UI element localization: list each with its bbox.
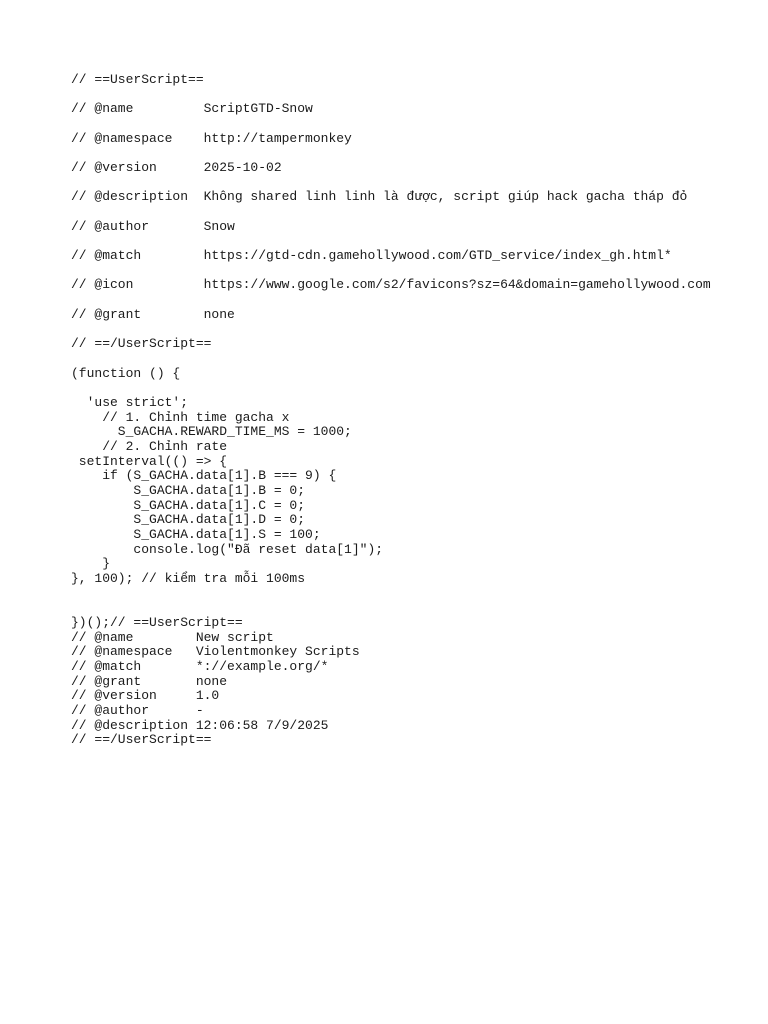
code-line: })();// ==UserScript== [71, 615, 243, 630]
code-line: S_GACHA.data[1].C = 0; [71, 498, 306, 513]
code-line: // 2. Chỉnh rate [71, 439, 228, 454]
code-line: // @match *://example.org/* [71, 659, 329, 674]
code-line: // 1. Chỉnh time gacha x [71, 410, 290, 425]
code-line: // @name New script [71, 630, 274, 645]
code-line: // ==/UserScript== [71, 336, 212, 351]
code-line: // @description Không shared linh linh là được, script giúp hack gacha tháp đỏ [71, 189, 688, 204]
code-line: setInterval(() => { [71, 454, 228, 469]
code-line: }, 100); // kiểm tra mỗi 100ms [71, 571, 306, 586]
code-line: // @author Snow [71, 219, 235, 234]
code-line: // @match https://gtd-cdn.gamehollywood.com/GTD_service/index_gh.html* [71, 248, 672, 263]
code-line: S_GACHA.data[1].D = 0; [71, 512, 306, 527]
code-line: // @author - [71, 703, 204, 718]
code-line: // @description 12:06:58 7/9/2025 [71, 718, 329, 733]
code-line: // @version 2025-10-02 [71, 160, 282, 175]
code-line: // @version 1.0 [71, 688, 220, 703]
code-line: S_GACHA.data[1].B = 0; [71, 483, 306, 498]
code-line: // ==/UserScript== [71, 732, 212, 747]
code-line: // ==UserScript== [71, 72, 204, 87]
code-line: // @icon https://www.google.com/s2/favicons?sz=64&domain=gamehollywood.com [71, 277, 711, 292]
code-line: if (S_GACHA.data[1].B === 9) { [71, 468, 337, 483]
code-line: // @grant none [71, 674, 228, 689]
code-line: console.log("Đã reset data[1]"); [71, 542, 384, 557]
code-line: 'use strict'; [71, 395, 189, 410]
code-line: (function () { [71, 366, 181, 381]
code-line: // @grant none [71, 307, 235, 322]
code-line: S_GACHA.REWARD_TIME_MS = 1000; [71, 424, 352, 439]
code-line: // @namespace http://tampermonkey [71, 131, 352, 146]
code-line: // @namespace Violentmonkey Scripts [71, 644, 360, 659]
code-line: // @name ScriptGTD-Snow [71, 101, 313, 116]
code-line: } [71, 556, 111, 571]
code-line: S_GACHA.data[1].S = 100; [71, 527, 321, 542]
